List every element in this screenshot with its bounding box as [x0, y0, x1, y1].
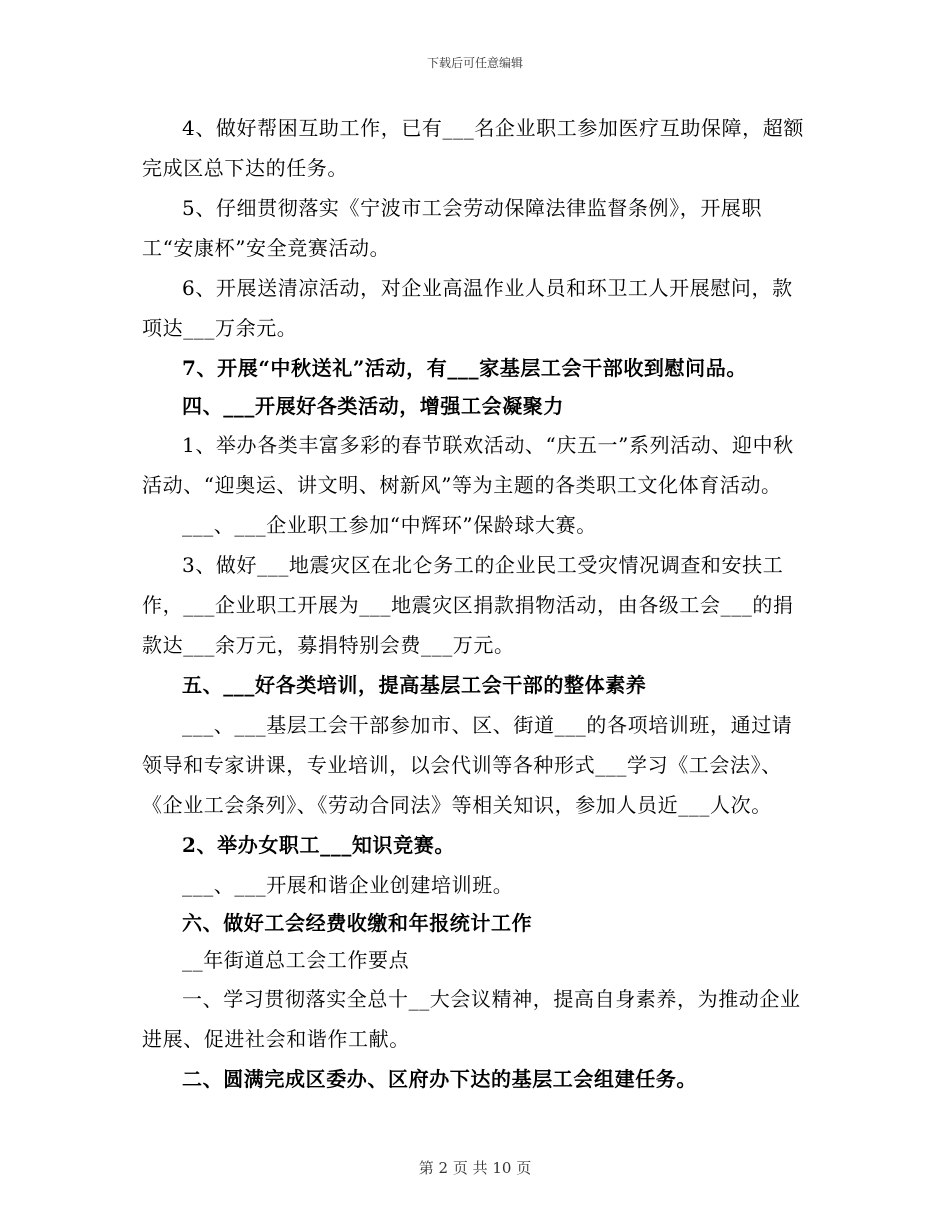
paragraph-point-1: 一、学习贯彻落实全总十__大会议精神，提高自身素养，为推动企业进展、促进社会和谐作工献。: [142, 987, 801, 1051]
page-footer: 第 2 页 共 10 页: [418, 1159, 532, 1177]
section-heading-6: 六、做好工会经费收缴和年报统计工作: [182, 911, 533, 935]
paragraph-item-5: 5、仔细贯彻落实《宁波市工会劳动保障法律监督条例》，开展职工“安康杯”安全竞赛活动。: [142, 196, 763, 260]
paragraph-item-6: 6、开展送清凉活动，对企业高温作业人员和环卫工人开展慰问，款项达___万余元。: [142, 276, 793, 340]
paragraph-activities-3: 3、做好___地震灾区在北仑务工的企业民工受灾情况调查和安扶工作，___企业职工开展为___地震灾区捐款捐物活动，由各级工会___的捐款达___余万元，募捐特别会费___万元。: [142, 553, 794, 657]
page-header: 下载后可任意编辑: [426, 56, 523, 70]
document-body: [142, 108, 810, 1099]
paragraph-activities-1: 1、举办各类丰富多彩的春节联欢活动、“庆五一”系列活动、迎中秋活动、“迎奥运、讲文明、树新风”等为主题的各类职工文化体育活动。: [142, 433, 794, 497]
section-heading-5: 五、___好各类培训，提高基层工会干部的整体素养: [182, 673, 647, 697]
paragraph-training-3: ___、___开展和谐企业创建培训班。: [182, 873, 514, 897]
subtitle-work-points: __年街道总工会工作要点: [182, 948, 410, 972]
paragraph-item-4: 4、做好帮困互助工作，已有___名企业职工参加医疗互助保障，超额完成区总下达的任务。: [142, 116, 804, 180]
section-heading-4: 四、___开展好各类活动，增强工会凝聚力: [182, 394, 564, 418]
paragraph-training-1: ___、___基层工会干部参加市、区、街道___的各项培训班，通过请领导和专家讲课，专业培训，以会代训等各种形式___学习《工会法》、《企业工会条列》、《劳动合同法》等相关知识，参加人员近___人次。: [142, 713, 793, 817]
paragraph-item-7: 7、开展“中秋送礼”活动，有___家基层工会干部收到慰问品。: [182, 356, 747, 380]
paragraph-point-2: 二、圆满完成区委办、区府办下达的基层工会组建任务。: [182, 1067, 697, 1091]
paragraph-activities-2: ___、___企业职工参加“中辉环”保龄球大赛。: [182, 513, 597, 537]
paragraph-training-2: 2、举办女职工___知识竞赛。: [182, 833, 455, 857]
